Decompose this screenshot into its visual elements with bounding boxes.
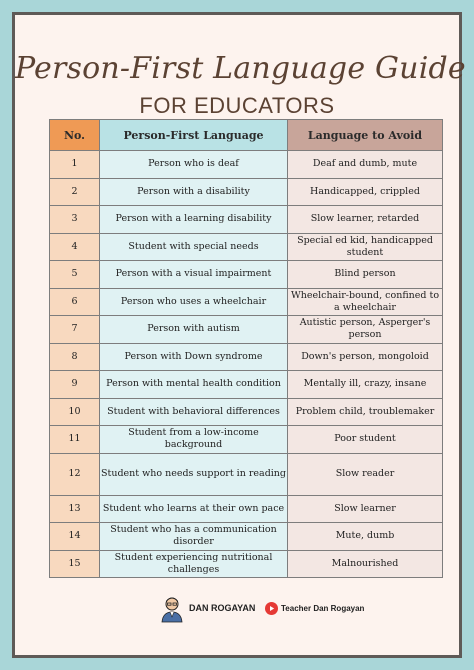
person-first-term: Person who is deaf	[100, 151, 288, 179]
term-to-avoid: Problem child, troublemaker	[288, 398, 443, 426]
term-to-avoid: Slow learner	[288, 495, 443, 523]
page-subtitle: FOR EDUCATORS	[139, 93, 335, 118]
term-to-avoid: Mute, dumb	[288, 523, 443, 551]
row-number: 15	[50, 550, 100, 578]
column-header-person-first: Person-First Language	[100, 120, 288, 151]
table-row	[50, 523, 443, 551]
table-row	[50, 288, 443, 316]
row-number: 3	[50, 206, 100, 234]
person-first-term: Person with a visual impairment	[100, 261, 288, 289]
row-number: 7	[50, 316, 100, 344]
table-row	[50, 453, 443, 495]
person-first-term: Student with behavioral differences	[100, 398, 288, 426]
row-number: 14	[50, 523, 100, 551]
person-first-term: Person with a learning disability	[100, 206, 288, 234]
person-first-term: Person with Down syndrome	[100, 343, 288, 371]
table-row	[50, 261, 443, 289]
person-first-term: Student who needs support in reading	[100, 453, 288, 495]
row-number: 6	[50, 288, 100, 316]
person-first-term: Person who uses a wheelchair	[100, 288, 288, 316]
person-first-term: Student experiencing nutritional challenges	[100, 550, 288, 578]
row-number: 10	[50, 398, 100, 426]
column-header-no: No.	[50, 120, 100, 151]
row-number: 2	[50, 178, 100, 206]
person-first-term: Person with mental health condition	[100, 371, 288, 399]
person-first-term: Person with a disability	[100, 178, 288, 206]
row-number: 8	[50, 343, 100, 371]
term-to-avoid: Malnourished	[288, 550, 443, 578]
footer	[15, 595, 459, 625]
term-to-avoid: Wheelchair-bound, confined to a wheelchair	[288, 288, 443, 316]
term-to-avoid: Handicapped, crippled	[288, 178, 443, 206]
row-number: 12	[50, 453, 100, 495]
person-first-term: Student who learns at their own pace	[100, 495, 288, 523]
row-number: 11	[50, 426, 100, 454]
person-first-term: Student with special needs	[100, 233, 288, 261]
table-row	[50, 206, 443, 234]
channel-name[interactable]: Teacher Dan Rogayan	[281, 604, 365, 613]
person-first-term: Person with autism	[100, 316, 288, 344]
table-row	[50, 550, 443, 578]
table-row	[50, 371, 443, 399]
term-to-avoid: Slow reader	[288, 453, 443, 495]
column-header-avoid: Language to Avoid	[288, 120, 443, 151]
table-header-row	[50, 120, 443, 151]
table-row	[50, 398, 443, 426]
row-number: 5	[50, 261, 100, 289]
table-row	[50, 316, 443, 344]
brand-logo	[187, 603, 255, 614]
youtube-icon[interactable]	[265, 602, 278, 615]
term-to-avoid: Special ed kid, handicapped student	[288, 233, 443, 261]
table-row	[50, 151, 443, 179]
term-to-avoid: Slow learner, retarded	[288, 206, 443, 234]
brand-name: DAN ROGAYAN	[189, 603, 256, 613]
page-title: Person-First Language Guide	[15, 51, 466, 86]
table-row	[50, 495, 443, 523]
term-to-avoid: Autistic person, Asperger's person	[288, 316, 443, 344]
row-number: 4	[50, 233, 100, 261]
row-number: 9	[50, 371, 100, 399]
table-row	[50, 178, 443, 206]
term-to-avoid: Blind person	[288, 261, 443, 289]
table-row	[50, 343, 443, 371]
person-first-term: Student who has a communication disorder	[100, 523, 288, 551]
row-number: 1	[50, 151, 100, 179]
table-row	[50, 233, 443, 261]
term-to-avoid: Deaf and dumb, mute	[288, 151, 443, 179]
avatar-icon	[159, 595, 185, 623]
person-first-term: Student from a low-income background	[100, 426, 288, 454]
language-table	[49, 119, 443, 578]
guide-card	[12, 12, 466, 658]
term-to-avoid: Poor student	[288, 426, 443, 454]
term-to-avoid: Mentally ill, crazy, insane	[288, 371, 443, 399]
table-row	[50, 426, 443, 454]
term-to-avoid: Down's person, mongoloid	[288, 343, 443, 371]
row-number: 13	[50, 495, 100, 523]
